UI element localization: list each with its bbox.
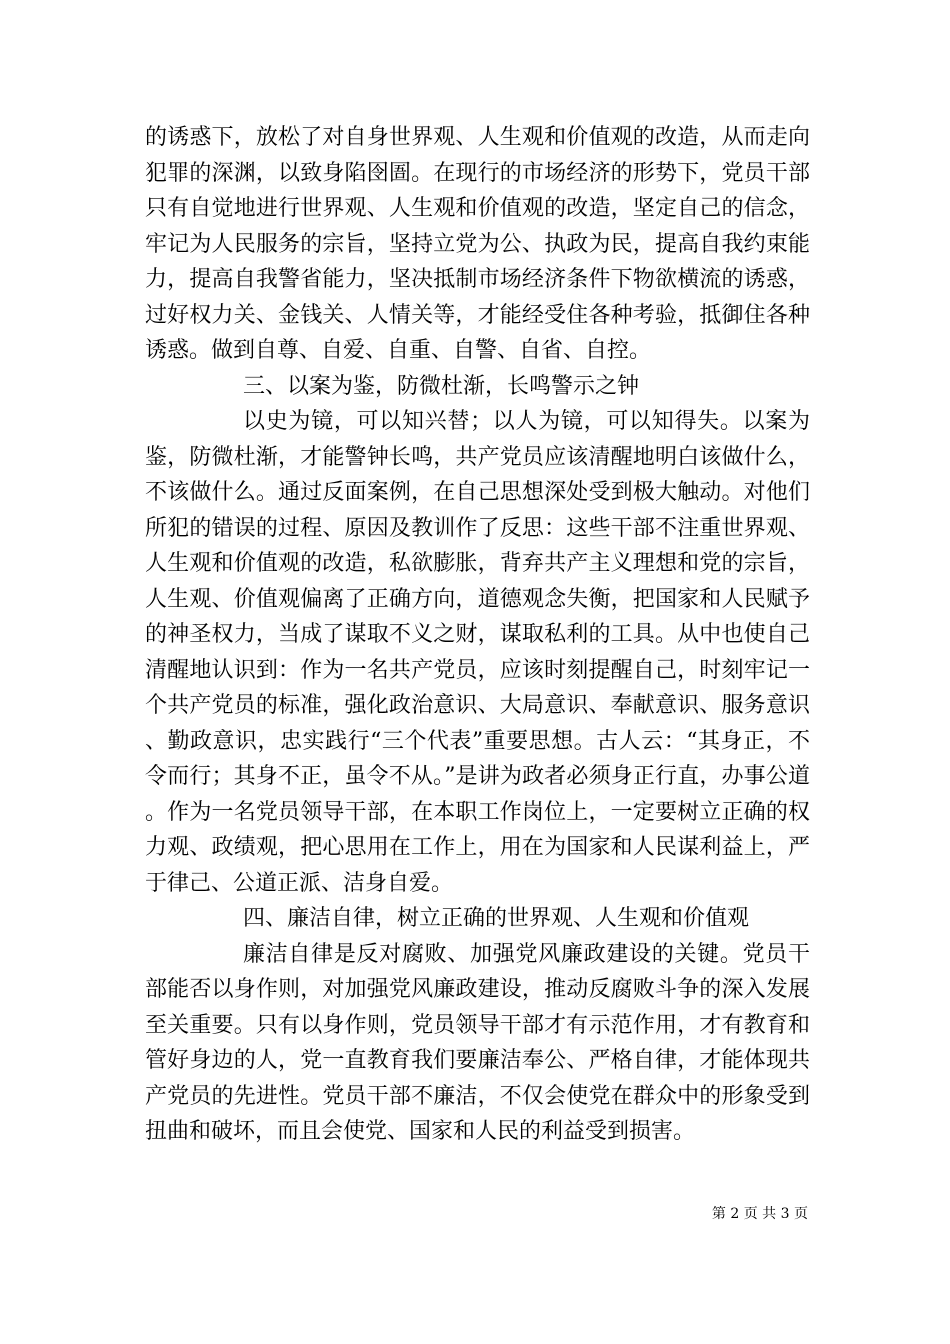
page-number-footer: 第 2 页 共 3 页 xyxy=(711,1206,808,1222)
paragraph-section-3: 以史为镜，可以知兴替；以人为镜，可以知得失。以案为鉴，防微杜渐，才能警钟长鸣，共产党员应该清醒地明白该做什么，不该做什么。通过反面案例，在自己思想深处受到极大触动。对他们所犯的错误的过程、原因及教训作了反思：这些干部不注重世界观、人生观和价值观的改造，私欲膨胀，背弃共产主义理想和党的宗旨，人生观、价值观偏离了正确方向，道德观念失衡，把国家和人民赋予的神圣权力，当成了谋取不义之财，谋取私利的工具。从中也使自己清醒地认识到：作为一名共产党员，应该时刻提醒自己，时刻牢记一个共产党员的标准，强化政治意识、大局意识、奉献意识、服务意识、勤政意识，忠实践行“三个代表”重要思想。古人云：“其身正，不令而行；其身不正，虽令不从。”是讲为政者必须身正行直，办事公道。作为一名党员领导干部，在本职工作岗位上，一定要树立正确的权力观、政绩观，把心思用在工作上，用在为国家和人民谋利益上，严于律己、公道正派、洁身自爱。 xyxy=(145,409,810,896)
document-body xyxy=(145,120,810,1150)
paragraph-section-4: 廉洁自律是反对腐败、加强党风廉政建设的关键。党员干部能否以身作则，对加强党风廉政建设，推动反腐败斗争的深入发展至关重要。只有以身作则，党员领导干部才有示范作用，才有教育和管好身边的人，党一直教育我们要廉洁奉公、严格自律，才能体现共产党员的先进性。党员干部不廉洁，不仅会使党在群众中的形象受到扭曲和破坏，而且会使党、国家和人民的利益受到损害。 xyxy=(145,941,810,1144)
paragraph-continuation: 的诱惑下，放松了对自身世界观、人生观和价值观的改造，从而走向犯罪的深渊，以致身陷囹圄。在现行的市场经济的形势下，党员干部只有自觉地进行世界观、人生观和价值观的改造，坚定自己的信念，牢记为人民服务的宗旨，坚持立党为公、执政为民，提高自我约束能力，提高自我警省能力，坚决抵制市场经济条件下物欲横流的诱惑，过好权力关、金钱关、人情关等，才能经受住各种考验，抵御住各种诱惑。做到自尊、自爱、自重、自警、自省、自控。 xyxy=(145,125,810,363)
section-heading-4: 四、廉洁自律，树立正确的世界观、人生观和价值观 xyxy=(243,906,750,931)
section-heading-3: 三、以案为鉴，防微杜渐，长鸣警示之钟 xyxy=(243,373,640,399)
